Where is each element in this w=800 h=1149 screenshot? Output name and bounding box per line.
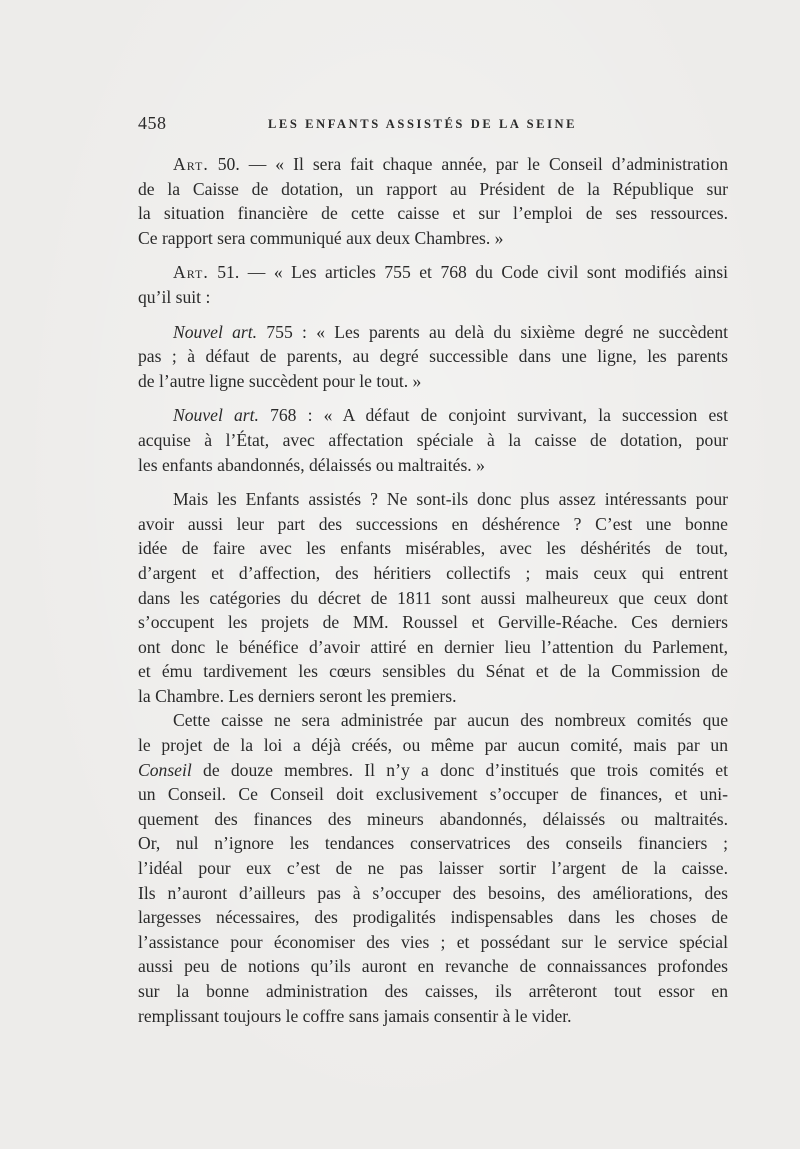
paragraph-1 [138,487,728,708]
text-line: l’idéal pour eux c’est de ne pas laisser sortir l’argent de la caisse. [138,858,728,879]
text-line: Mais les Enfants assistés ? Ne sont-ils donc plus assez intéressants pour [173,489,728,510]
text-line: pas ; à défaut de parents, au degré successible dans une ligne, les parents [138,346,728,367]
text-line: Conseil de douze membres. Il n’y a donc d’institués que trois comités et [138,759,728,780]
text-line: l’assistance pour économiser des vies ; et possédant sur le service spécial [138,931,728,952]
page-number: 458 [138,113,167,133]
text-line: acquise à l’État, avec affectation spéciale à la caisse de dotation, pour [138,429,728,450]
text-line: Art. 51. — « Les articles 755 et 768 du Code civil sont modifiés ainsi [173,262,728,283]
article-755 [138,320,728,394]
italic-word: Conseil [138,759,192,780]
article-50 [138,152,728,250]
text-line: dans les catégories du décret de 1811 sont aussi malheureux que ceux dont [138,587,728,608]
text-line: aussi peu de notions qu’ils auront en revanche de connaissances profondes [138,956,728,977]
text-line: Art. 50. — « Il sera fait chaque année, par le Conseil d’administration [173,154,728,174]
text-line: qu’il suit : [138,286,211,307]
text-line: quement des finances des mineurs abandonnés, délaissés ou maltraités. [138,808,728,829]
text-line: avoir aussi leur part des successions en déshérence ? C’est une bonne [138,513,728,534]
text-line: Or, nul n’ignore les tendances conservatrices des conseils financiers ; [138,833,728,854]
text-line: la Chambre. Les derniers seront les premiers. [138,685,457,706]
text-line: Nouvel art. 768 : « A défaut de conjoint survivant, la succession est [173,405,728,426]
article-number: 51. [217,262,240,283]
page-header [138,113,618,135]
text-line: le projet de la loi a déjà créés, ou même par aucun comité, mais par un [138,735,728,756]
paragraph-2 [138,708,728,1028]
body-text [138,152,728,1028]
running-head: LES ENFANTS ASSISTÉS DE LA SEINE [268,117,578,131]
text-line: Cette caisse ne sera administrée par aucun des nombreux comités que [173,710,728,731]
text-line: remplissant toujours le coffre sans jamais consentir à le vider. [138,1005,572,1026]
text-line: et ému tardivement les cœurs sensibles du Sénat et de la Commission de [138,661,728,682]
text-line: Ils n’auront d’ailleurs pas à s’occuper des besoins, des améliorations, des [138,882,728,903]
text-line: les enfants abandonnés, délaissés ou maltraités. » [138,454,485,475]
article-label: Art. [173,262,209,283]
text-line: largesses nécessaires, des prodigalités indispensables dans les choses de [138,907,728,928]
text-line: Ce rapport sera communiqué aux deux Chambres. » [138,227,504,248]
text-line: sur la bonne administration des caisses, ils arrêteront tout essor en [138,981,728,1001]
article-label: Art. [173,154,209,174]
text-line: d’argent et d’affection, des héritiers collectifs ; mais ceux qui entrent [138,562,728,583]
text-line: idée de faire avec les enfants misérables, avec les déshérités de tout, [138,538,728,559]
text-line: de l’autre ligne succèdent pour le tout. » [138,370,422,391]
text-line: un Conseil. Ce Conseil doit exclusivement s’occuper de finances, et uni- [138,784,728,805]
article-number: 50. [217,154,240,174]
article-768 [138,403,728,477]
article-51 [138,260,728,309]
article-label: Nouvel art. [173,405,259,426]
text-line: de la Caisse de dotation, un rapport au Président de la République sur [138,178,728,199]
text-line: ont donc le bénéfice d’avoir attiré en dernier lieu l’attention du Parlement, [138,636,728,657]
article-label: Nouvel art. [173,321,258,342]
text-line: s’occupent les projets de MM. Roussel et Gerville-Réache. Ces derniers [138,612,728,633]
text-line: la situation financière de cette caisse et sur l’emploi de ses ressources. [138,203,728,224]
text-line: Nouvel art. 755 : « Les parents au delà du sixième degré ne succèdent [173,321,729,342]
